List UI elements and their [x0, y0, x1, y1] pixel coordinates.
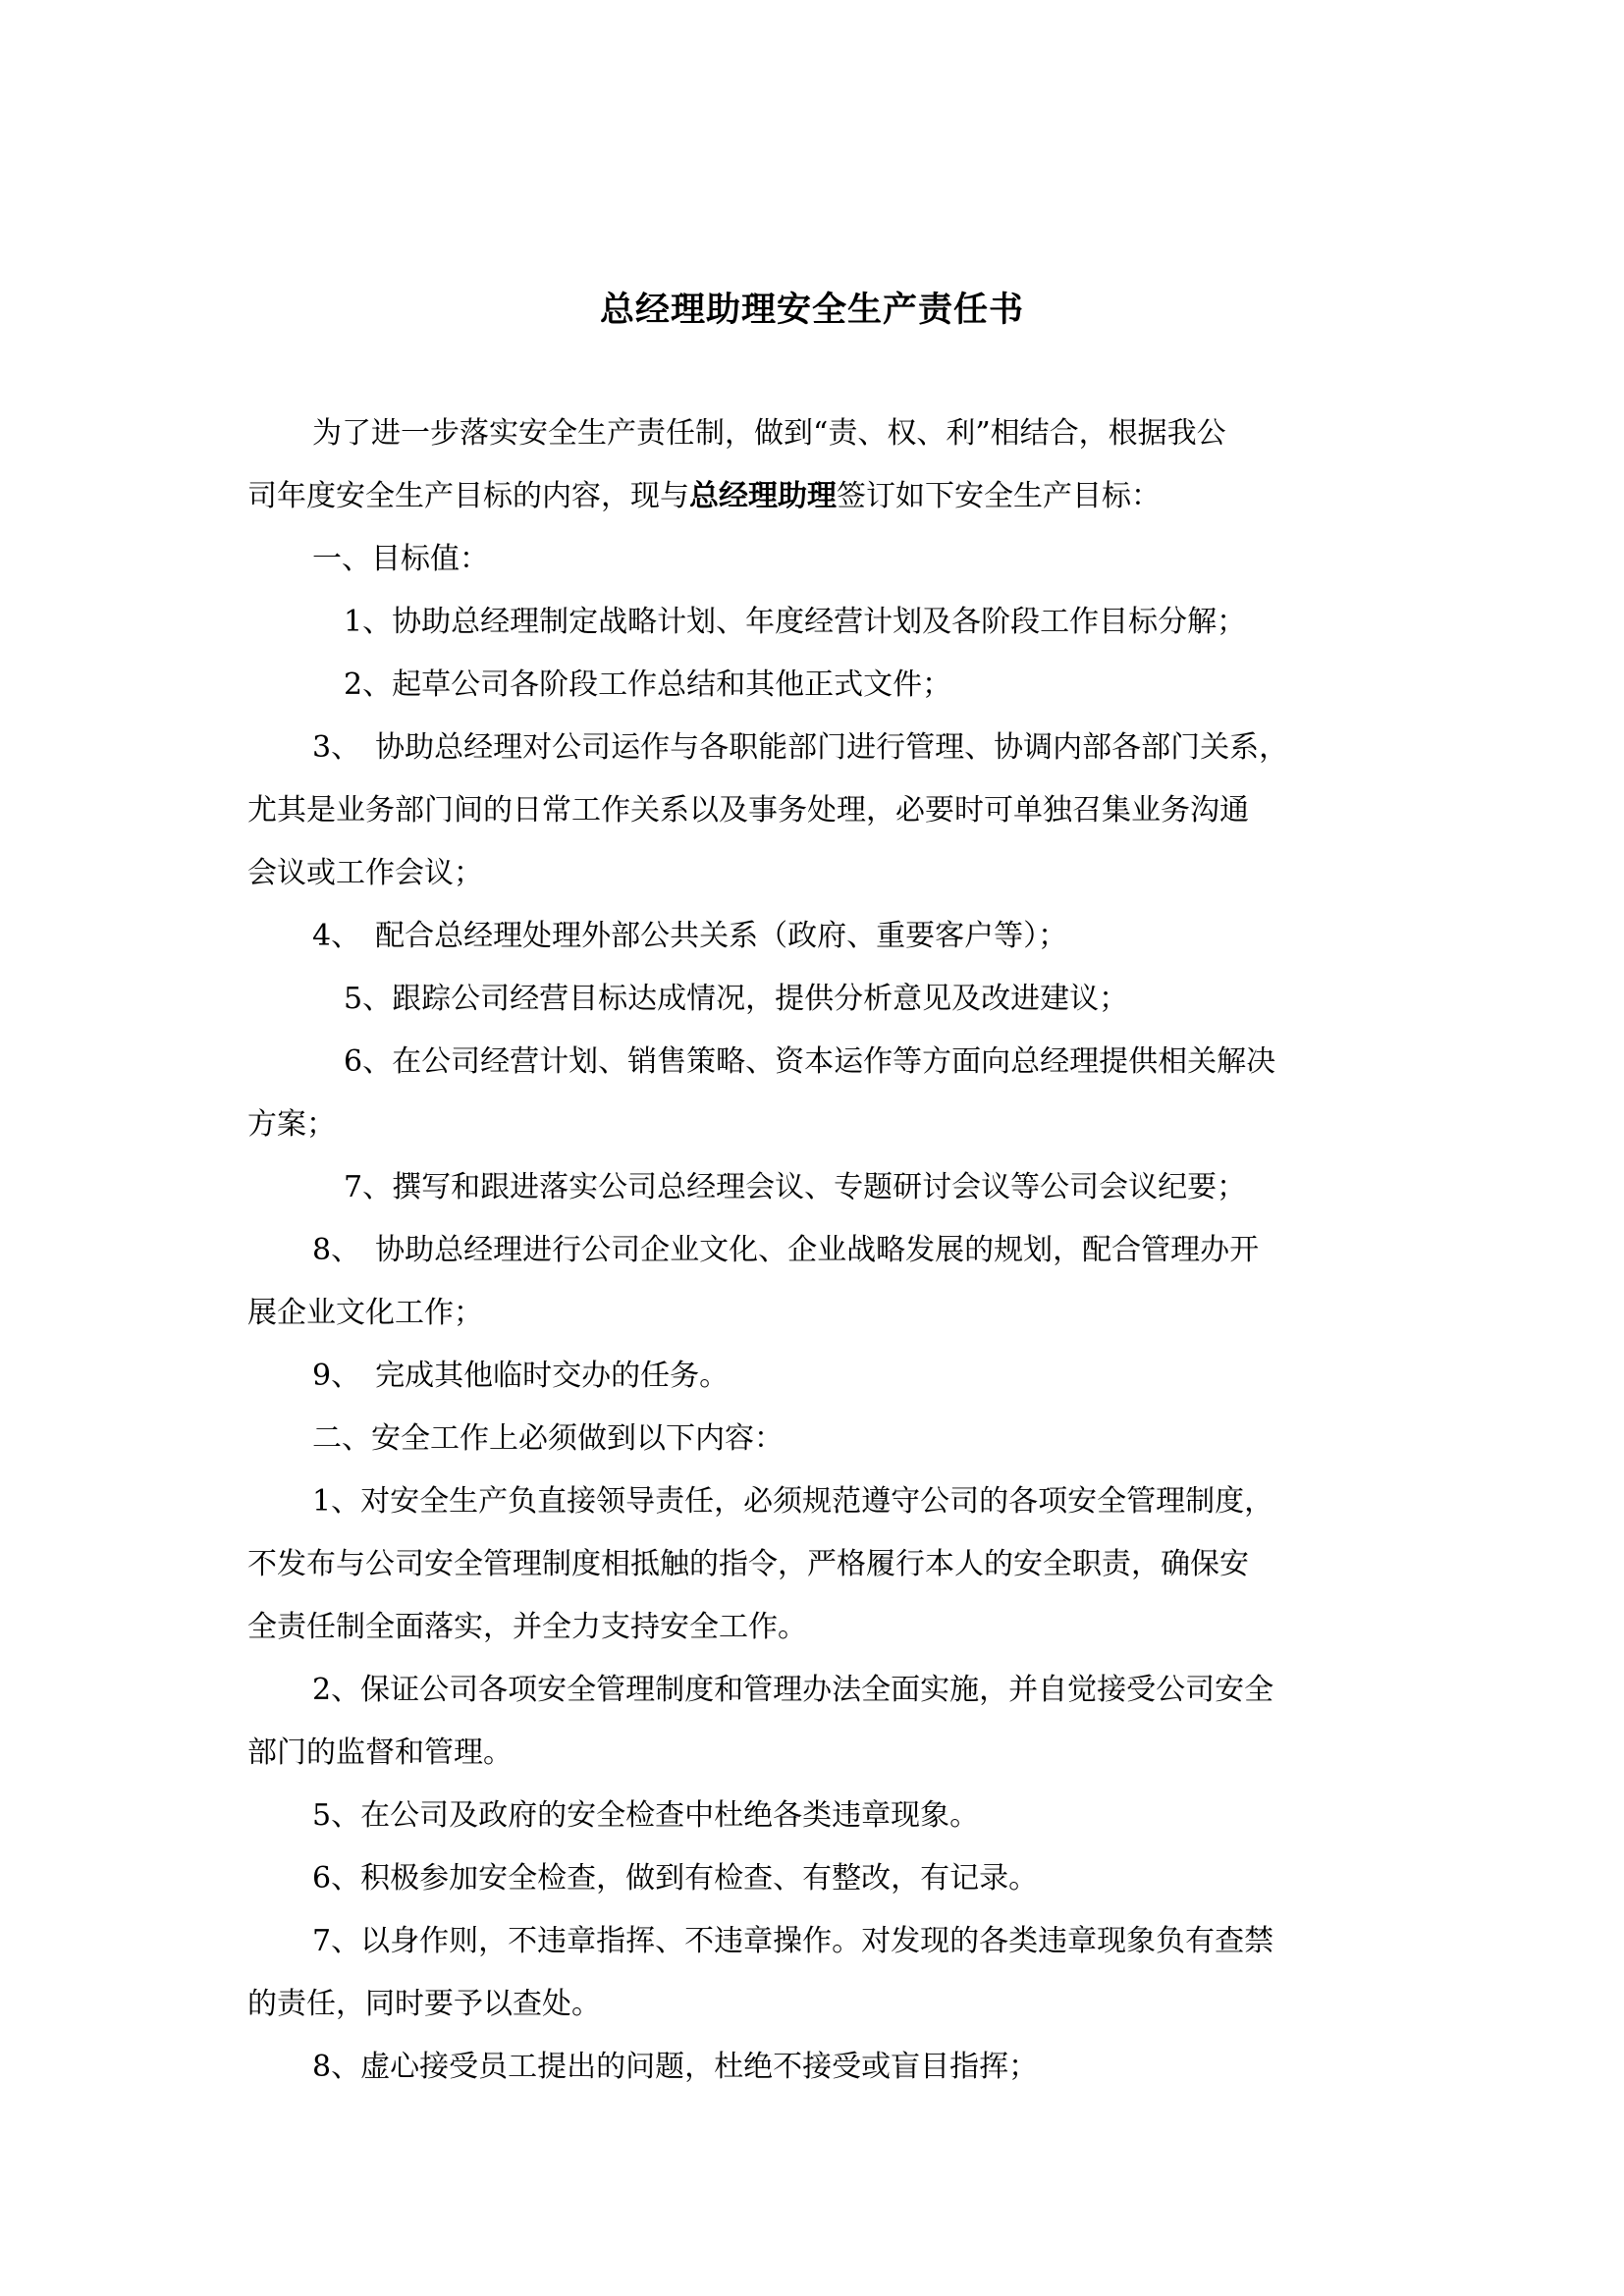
s2-item-7-line-2: 的责任，同时要予以查处。: [247, 1987, 601, 2021]
s2-item-6: 6、积极参加安全检查，做到有检查、有整改，有记录。: [312, 1861, 1039, 1896]
s1-item-8-line-2: 展企业文化工作；: [247, 1296, 483, 1330]
s1-item-6-line-2: 方案；: [247, 1107, 336, 1142]
intro-line-2: [247, 477, 1161, 516]
intro-bold-role: 总经理助理: [689, 479, 837, 513]
s2-item-7-line-1: 7、以身作则，不违章指挥、不违章操作。对发现的各类违章现象负有查禁: [312, 1924, 1274, 1958]
document-title: 总经理助理安全生产责任书: [599, 291, 1024, 330]
s1-item-1: 1、协助总经理制定战略计划、年度经营计划及各阶段工作目标分解；: [344, 605, 1247, 639]
s1-item-6-line-1: 6、在公司经营计划、销售策略、资本运作等方面向总经理提供相关解决: [344, 1044, 1276, 1079]
section1-heading: 一、目标值：: [312, 542, 489, 576]
s1-item-9: 9、 完成其他临时交办的任务。: [312, 1359, 730, 1393]
section2-heading: 二、安全工作上必须做到以下内容：: [312, 1421, 784, 1456]
s1-item-8-line-1: 8、 协助总经理进行公司企业文化、企业战略发展的规划，配合管理办开: [312, 1233, 1260, 1267]
intro-text: 司年度安全生产目标的内容，现与: [247, 479, 689, 513]
s1-item-3-line-2: 尤其是业务部门间的日常工作关系以及事务处理，必要时可单独召集业务沟通: [247, 793, 1249, 828]
s2-item-8: 8、虚心接受员工提出的问题，杜绝不接受或盲目指挥；: [312, 2050, 1039, 2084]
intro-line-1: 为了进一步落实安全生产责任制，做到“责、权、利”相结合，根据我公: [312, 416, 1226, 451]
s2-item-1-line-3: 全责任制全面落实，并全力支持安全工作。: [247, 1610, 807, 1644]
s1-item-5: 5、跟踪公司经营目标达成情况，提供分析意见及改进建议；: [344, 982, 1129, 1016]
s1-item-7: 7、撰写和跟进落实公司总经理会议、专题研讨会议等公司会议纪要；: [344, 1170, 1247, 1204]
s1-item-3-line-1: 3、 协助总经理对公司运作与各职能部门进行管理、协调内部各部门关系，: [312, 730, 1289, 765]
s2-item-1-line-2: 不发布与公司安全管理制度相抵触的指令，严格履行本人的安全职责，确保安: [247, 1547, 1249, 1581]
s2-item-2-line-2: 部门的监督和管理。: [247, 1735, 513, 1770]
s2-item-1-line-1: 1、对安全生产负直接领导责任，必须规范遵守公司的各项安全管理制度，: [312, 1484, 1274, 1519]
s2-item-5: 5、在公司及政府的安全检查中杜绝各类违章现象。: [312, 1798, 980, 1833]
s1-item-4: 4、 配合总经理处理外部公共关系（政府、重要客户等）；: [312, 919, 1068, 953]
intro-text-end: 签订如下安全生产目标：: [837, 479, 1161, 513]
s2-item-2-line-1: 2、保证公司各项安全管理制度和管理办法全面实施，并自觉接受公司安全: [312, 1673, 1274, 1707]
s1-item-3-line-3: 会议或工作会议；: [247, 856, 483, 890]
s1-item-2: 2、起草公司各阶段工作总结和其他正式文件；: [344, 667, 952, 702]
